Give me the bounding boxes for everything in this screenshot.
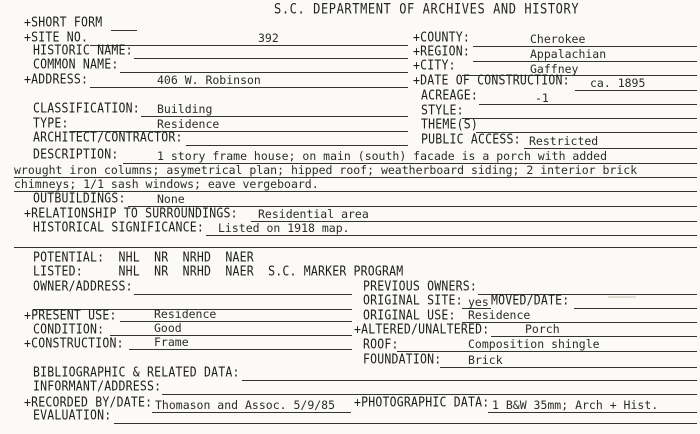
description-line-3: chimneys; 1/1 sash windows; eave vergeboard.: [14, 177, 319, 191]
paper-mark: [608, 296, 636, 298]
description-label: DESCRIPTION:: [33, 145, 119, 163]
historical-significance-line: [206, 235, 697, 236]
original-site-label: ORIGINAL SITE:: [363, 291, 463, 309]
photographic-value: 1 B&W 35mm; Arch + Hist.: [492, 398, 659, 412]
listed-label: LISTED: NHL NR NRHD NAER S.C. MARKER PROGRAM: [33, 262, 404, 280]
region-value: Appalachian: [530, 47, 607, 61]
description-line-2: wrought iron columns; asymetrical plan; hipped roof; weatherboard siding; 2 interior brick: [14, 163, 638, 177]
site-no-value: 392: [258, 31, 279, 45]
themes-label: THEME(S): [421, 115, 478, 133]
city-value: Gaffney: [530, 62, 579, 76]
present-use-value: Residence: [154, 307, 217, 321]
style-line: [462, 118, 697, 119]
recorded-by-label: +RECORDED BY/DATE:: [24, 393, 153, 411]
foundation-line: [440, 367, 697, 368]
type-value: Residence: [157, 117, 220, 131]
roof-line: [397, 351, 697, 352]
address-line: [90, 87, 408, 88]
region-label: +REGION:: [413, 42, 470, 60]
photographic-line: [488, 412, 697, 413]
condition-line: [110, 335, 352, 336]
region-line: [473, 61, 697, 62]
condition-value: Good: [154, 321, 182, 335]
acreage-label: ACREAGE:: [421, 86, 478, 104]
county-value: Cherokee: [530, 32, 586, 46]
architect-label: ARCHITECT/CONTRACTOR:: [33, 128, 183, 146]
recorded-by-value: Thomason and Assoc. 5/9/85: [155, 398, 336, 412]
site-no-line: [90, 45, 408, 46]
moved-date-label: MOVED/DATE:: [491, 291, 570, 309]
historical-significance-value: Listed on 1918 map.: [218, 221, 350, 235]
informant-label: INFORMANT/ADDRESS:: [33, 377, 162, 395]
historical-significance-label: HISTORICAL SIGNIFICANCE:: [33, 218, 204, 236]
historic-name-label: HISTORIC NAME:: [33, 41, 133, 59]
type-label: TYPE:: [33, 114, 69, 132]
acreage-value: -1: [535, 91, 549, 105]
bibliographic-line: [242, 380, 697, 381]
acreage-line: [479, 104, 697, 105]
roof-label: ROOF:: [363, 335, 399, 353]
construction-line: [129, 349, 352, 350]
construction-value: Frame: [154, 335, 189, 349]
style-label: STYLE:: [421, 101, 464, 119]
present-use-label: +PRESENT USE:: [24, 306, 117, 324]
altered-label: +ALTERED/UNALTERED:: [354, 320, 490, 338]
condition-label: CONDITION:: [33, 320, 105, 338]
common-name-label: COMMON NAME:: [33, 55, 119, 73]
county-label: +COUNTY:: [413, 28, 470, 46]
evaluation-line: [114, 423, 697, 424]
site-no-label: +SITE NO.: [24, 28, 89, 46]
moved-date-line: [574, 308, 697, 309]
previous-owners-label: PREVIOUS OWNERS:: [363, 277, 477, 295]
original-site-value: yes: [468, 295, 489, 309]
form-title: S.C. DEPARTMENT OF ARCHIVES AND HISTORY: [274, 1, 580, 18]
historic-name-line: [134, 58, 408, 59]
original-use-line: [462, 322, 697, 323]
relationship-value: Residential area: [258, 207, 369, 221]
date-construction-line: [575, 90, 697, 91]
date-construction-label: +DATE OF CONSTRUCTION:: [413, 71, 570, 89]
address-value: 406 W. Robinson: [157, 73, 261, 87]
original-use-label: ORIGINAL USE:: [363, 306, 456, 324]
short-form-line: [111, 30, 137, 31]
classification-value: Building: [157, 102, 213, 116]
outbuildings-value: None: [157, 192, 185, 206]
classification-label: CLASSIFICATION:: [33, 99, 140, 117]
outbuildings-label: OUTBUILDINGS:: [33, 189, 126, 207]
owner-address-line: [134, 294, 352, 295]
bibliographic-label: BIBLIOGRAPHIC & RELATED DATA:: [33, 363, 240, 381]
description-line-1: 1 story frame house; on main (south) facade is a porch with added: [157, 149, 608, 163]
public-access-value: Restricted: [529, 134, 599, 148]
photographic-label: +PHOTOGRAPHIC DATA:: [354, 393, 490, 411]
date-construction-value: ca. 1895: [590, 76, 646, 90]
altered-value: Porch: [525, 322, 560, 336]
recorded-by-line: [152, 412, 351, 413]
relationship-label: +RELATIONSHIP TO SURROUNDINGS:: [24, 204, 238, 222]
public-access-label: PUBLIC ACCESS:: [421, 130, 521, 148]
short-form-label: +SHORT FORM: [24, 13, 103, 31]
evaluation-label: EVALUATION:: [33, 406, 112, 424]
foundation-label: FOUNDATION:: [363, 350, 442, 368]
original-use-value: Residence: [468, 308, 531, 322]
address-label: +ADDRESS:: [24, 70, 89, 88]
architect-line: [186, 145, 408, 146]
city-label: +CITY:: [413, 56, 456, 74]
roof-value: Composition shingle: [468, 337, 600, 351]
owner-address-label: OWNER/ADDRESS:: [33, 277, 133, 295]
construction-label: +CONSTRUCTION:: [24, 334, 124, 352]
potential-label: POTENTIAL: NHL NR NRHD NAER: [33, 248, 254, 266]
foundation-value: Brick: [468, 353, 503, 367]
